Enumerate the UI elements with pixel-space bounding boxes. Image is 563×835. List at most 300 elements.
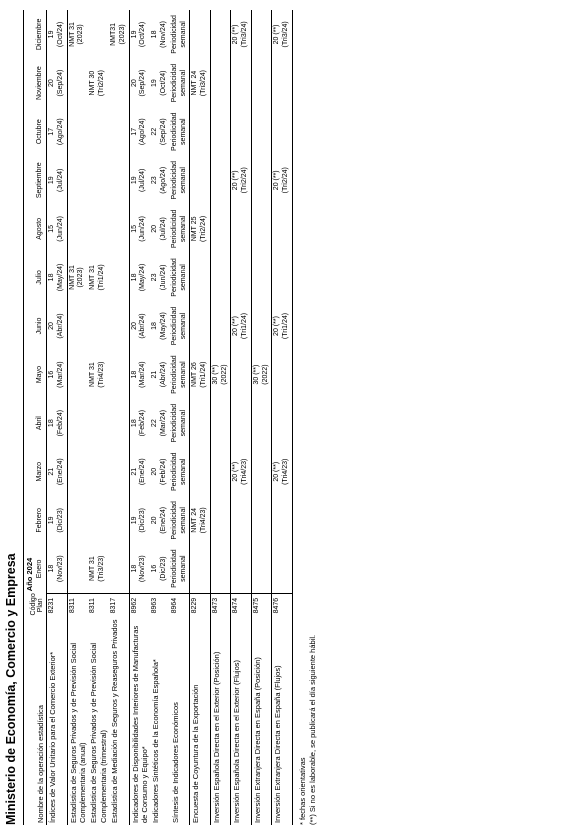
month-cell bbox=[170, 59, 190, 108]
month-cell bbox=[251, 447, 272, 496]
operation-name: Estadística de Seguros Privados y de Previsión Social Complementaria (anual) bbox=[67, 617, 88, 825]
cell-line: (Tri2/24) bbox=[200, 215, 208, 242]
month-cell bbox=[150, 399, 170, 448]
month-cell bbox=[88, 496, 109, 545]
month-cell bbox=[231, 447, 252, 496]
cell-line: 18 bbox=[48, 273, 56, 282]
cell-line: (Tri1/24) bbox=[282, 312, 290, 340]
table-row bbox=[150, 10, 170, 825]
month-cell bbox=[109, 107, 129, 156]
month-cell bbox=[109, 59, 129, 108]
month-cell bbox=[190, 302, 211, 351]
cell-line: (Dic/23) bbox=[56, 508, 64, 533]
month-cell bbox=[272, 59, 293, 108]
month-cell bbox=[170, 253, 190, 302]
cell-line: Periodicidad semanal bbox=[170, 258, 187, 297]
cell-line: (Tri4/23) bbox=[282, 458, 290, 485]
month-cell bbox=[210, 107, 231, 156]
month-cell bbox=[150, 302, 170, 351]
table-row bbox=[67, 10, 88, 825]
month-cell bbox=[190, 399, 211, 448]
operation-name: Inversión Española Directa en el Exterior (Flujos) bbox=[231, 617, 252, 825]
cell-line: (Dic/23) bbox=[139, 508, 147, 533]
month-cell bbox=[67, 302, 88, 351]
month-cell bbox=[251, 302, 272, 351]
name-column-header: Nombre de la operación estadística bbox=[24, 617, 47, 825]
month-cell bbox=[47, 447, 68, 496]
cell-line: 20 (**) bbox=[232, 461, 240, 482]
month-cell bbox=[129, 545, 150, 594]
month-cell bbox=[272, 350, 293, 399]
cell-line: (Tri3/24) bbox=[200, 70, 208, 97]
cell-line: (Tri3/23) bbox=[98, 555, 106, 582]
cell-line: (Feb/24) bbox=[160, 458, 168, 485]
footnote-holiday: (**) Si no es laborable, se publicará el día siguiente hábil. bbox=[308, 634, 317, 825]
month-cell bbox=[251, 205, 272, 254]
plan-code: 8229 bbox=[190, 593, 211, 617]
cell-line: (Dic/23) bbox=[160, 556, 168, 581]
month-cell bbox=[190, 350, 211, 399]
month-cell bbox=[190, 545, 211, 594]
month-cell bbox=[231, 107, 252, 156]
month-cell bbox=[109, 205, 129, 254]
month-cell bbox=[67, 156, 88, 205]
cell-line: 18 bbox=[151, 322, 159, 330]
cell-line: (Abr/24) bbox=[56, 313, 64, 339]
month-cell bbox=[170, 10, 190, 59]
month-cell bbox=[129, 107, 150, 156]
cell-line: (Nov/23) bbox=[56, 555, 64, 583]
month-cell bbox=[67, 205, 88, 254]
cell-line: (Tri1/24) bbox=[200, 361, 208, 388]
month-cell bbox=[210, 205, 231, 254]
cell-line: (Jul/24) bbox=[56, 168, 64, 192]
month-cell bbox=[251, 10, 272, 59]
month-cell bbox=[67, 399, 88, 448]
cell-line: (Feb/24) bbox=[139, 409, 147, 437]
month-cell bbox=[47, 205, 68, 254]
month-cell bbox=[170, 447, 190, 496]
cell-line: (Tri4/23) bbox=[241, 458, 249, 485]
plan-code: 8231 bbox=[47, 593, 68, 617]
month-cell bbox=[272, 10, 293, 59]
cell-line: (Mar/24) bbox=[160, 409, 168, 437]
month-cell bbox=[109, 545, 129, 594]
month-cell bbox=[47, 59, 68, 108]
plan-code: 8964 bbox=[170, 597, 178, 614]
cell-line: (Tri4/23) bbox=[200, 507, 208, 534]
month-cell bbox=[129, 350, 150, 399]
cell-line: 20 (**) bbox=[273, 316, 281, 336]
month-cell bbox=[190, 496, 211, 545]
operation-name: Inversión Extranjera Directa en España (Posición) bbox=[251, 617, 272, 825]
month-cell bbox=[109, 10, 129, 59]
cell-line: Periodicidad semanal bbox=[170, 501, 187, 540]
month-cell bbox=[231, 545, 252, 594]
cell-line: (2023) bbox=[77, 24, 85, 45]
month-cell bbox=[272, 253, 293, 302]
cell-line: (Tri1/24) bbox=[98, 264, 106, 291]
month-header: Febrero bbox=[35, 496, 46, 545]
table-row bbox=[272, 10, 293, 825]
month-cell bbox=[272, 496, 293, 545]
month-header: Septiembre bbox=[35, 156, 46, 205]
operation-name: Indicadores de Disponibilidades Interiores de Manufacturas de Consumo y Equipo* bbox=[129, 617, 150, 825]
month-cell bbox=[190, 10, 211, 59]
month-cell bbox=[170, 350, 190, 399]
month-cell bbox=[129, 302, 150, 351]
month-header: Noviembre bbox=[35, 59, 46, 108]
month-header: Marzo bbox=[35, 447, 46, 496]
table-row bbox=[88, 10, 109, 825]
cell-line: 19 bbox=[48, 516, 56, 525]
operation-name: Índices de Valor Unitario para el Comercio Exterior* bbox=[47, 617, 68, 825]
month-header: Junio bbox=[35, 302, 46, 351]
month-cell bbox=[67, 253, 88, 302]
cell-line: (Oct/24) bbox=[56, 21, 64, 48]
cell-line: (Tri1/24) bbox=[241, 312, 249, 340]
month-cell bbox=[67, 107, 88, 156]
cell-line: 30 (**) bbox=[252, 364, 260, 385]
cell-line: (May/24) bbox=[160, 312, 168, 340]
cell-line: Periodicidad semanal bbox=[170, 452, 187, 492]
cell-line: (Jun/24) bbox=[139, 216, 147, 242]
month-cell bbox=[150, 253, 170, 302]
cell-line: 22 bbox=[151, 419, 159, 428]
cell-line: 19 bbox=[48, 176, 56, 185]
month-cell bbox=[210, 350, 231, 399]
cell-line: 22 bbox=[151, 127, 159, 136]
month-cell bbox=[47, 253, 68, 302]
cell-line: NMT 31 bbox=[89, 556, 97, 582]
month-cell bbox=[47, 10, 68, 59]
month-cell bbox=[47, 545, 68, 594]
operation-name: Indicadores Sintéticos de la Economía Española* bbox=[151, 659, 161, 823]
cell-line: 20 bbox=[130, 79, 138, 88]
month-cell bbox=[251, 253, 272, 302]
year-header: Año 2024 bbox=[24, 10, 36, 593]
plan-code: 8311 bbox=[67, 593, 88, 617]
cell-line: (Jul/24) bbox=[160, 217, 168, 241]
month-cell bbox=[190, 253, 211, 302]
month-cell bbox=[129, 205, 150, 254]
plan-code: 8311 bbox=[89, 598, 97, 614]
month-cell bbox=[67, 59, 88, 108]
month-cell bbox=[251, 107, 272, 156]
cell-line: 20 (**) bbox=[273, 24, 281, 45]
cell-line: 18 bbox=[130, 370, 138, 379]
cell-line: 30 (**) bbox=[211, 364, 219, 385]
month-cell bbox=[129, 496, 150, 545]
cell-line: (Nov/24) bbox=[160, 21, 168, 48]
cell-line: (May/24) bbox=[56, 263, 64, 292]
month-cell bbox=[170, 156, 190, 205]
month-cell bbox=[150, 545, 170, 594]
operation-name: Encuesta de Coyuntura de la Exportación bbox=[190, 617, 211, 825]
month-cell bbox=[129, 253, 150, 302]
cell-line: 20 (**) bbox=[232, 170, 240, 191]
month-cell bbox=[272, 399, 293, 448]
month-cell bbox=[67, 350, 88, 399]
table-row bbox=[231, 10, 252, 825]
month-cell bbox=[231, 10, 252, 59]
cell-line: 18 bbox=[130, 273, 138, 282]
month-header: Diciembre bbox=[35, 10, 46, 59]
plan-code: 8317 bbox=[110, 597, 118, 614]
cell-line: 18 bbox=[151, 30, 159, 39]
month-cell bbox=[109, 350, 129, 399]
month-cell bbox=[170, 545, 190, 594]
cell-line: (Tri3/24) bbox=[282, 21, 290, 48]
month-cell bbox=[210, 447, 231, 496]
month-cell bbox=[251, 399, 272, 448]
cell-line: 20 (**) bbox=[273, 461, 281, 482]
month-cell bbox=[88, 399, 109, 448]
month-cell bbox=[210, 156, 231, 205]
cell-line: (Ago/24) bbox=[160, 166, 168, 194]
month-cell bbox=[88, 59, 109, 108]
month-cell bbox=[231, 496, 252, 545]
month-cell bbox=[170, 205, 190, 254]
plan-code: 8963 bbox=[151, 597, 159, 614]
cell-line: NMT 30 bbox=[89, 70, 97, 96]
month-cell bbox=[88, 350, 109, 399]
month-cell bbox=[231, 350, 252, 399]
cell-line: 20 (**) bbox=[232, 24, 240, 45]
cell-line: (Jul/24) bbox=[139, 168, 147, 192]
cell-line: 20 bbox=[151, 467, 159, 476]
month-cell bbox=[170, 399, 190, 448]
month-cell bbox=[210, 496, 231, 545]
cell-line: 23 bbox=[151, 176, 159, 185]
cell-line: Periodicidad semanal bbox=[170, 63, 187, 103]
cell-line: 20 bbox=[151, 224, 159, 233]
month-header: Agosto bbox=[35, 205, 46, 254]
month-cell bbox=[47, 156, 68, 205]
month-cell bbox=[129, 447, 150, 496]
month-cell bbox=[210, 253, 231, 302]
cell-line: 19 bbox=[151, 79, 159, 88]
cell-line: 21 bbox=[48, 467, 56, 476]
month-cell bbox=[88, 156, 109, 205]
month-cell bbox=[190, 447, 211, 496]
month-cell bbox=[272, 205, 293, 254]
cell-line: (Jun/24) bbox=[56, 216, 64, 242]
month-cell bbox=[210, 10, 231, 59]
footnote-dates: * fechas orientativas bbox=[298, 757, 307, 825]
cell-line: (Tri2/24) bbox=[98, 70, 106, 97]
month-cell bbox=[150, 350, 170, 399]
cell-line: (Mar/24) bbox=[56, 361, 64, 388]
month-cell bbox=[231, 399, 252, 448]
cell-line: NMT 24 bbox=[191, 507, 199, 533]
cell-line: 18 bbox=[48, 419, 56, 428]
cell-line: (Tri4/23) bbox=[98, 361, 106, 388]
month-cell bbox=[109, 399, 129, 448]
cell-line: 18 bbox=[130, 564, 138, 573]
cell-line: 18 bbox=[130, 419, 138, 428]
month-cell bbox=[109, 496, 129, 545]
cell-line: 20 bbox=[151, 516, 159, 525]
cell-line: (Ene/24) bbox=[160, 506, 168, 534]
cell-line: NMT 31 bbox=[89, 362, 97, 387]
cell-line: Periodicidad semanal bbox=[170, 549, 187, 588]
plan-code: 8475 bbox=[251, 593, 272, 617]
cell-line: (Sep/24) bbox=[139, 69, 147, 97]
cell-line: (Feb/24) bbox=[56, 409, 64, 437]
operation-name: Estadística de Mediación de Seguros y Reaseguros Privados bbox=[110, 619, 120, 823]
month-cell bbox=[190, 156, 211, 205]
cell-line: 19 bbox=[130, 30, 138, 39]
statistics-calendar-table bbox=[23, 10, 293, 825]
cell-line: (Oct/24) bbox=[139, 21, 147, 48]
month-cell bbox=[272, 447, 293, 496]
month-cell bbox=[210, 302, 231, 351]
month-cell bbox=[150, 205, 170, 254]
cell-line: Periodicidad semanal bbox=[170, 112, 187, 151]
cell-line: NMT 31 bbox=[89, 265, 97, 290]
month-cell bbox=[88, 545, 109, 594]
month-cell bbox=[210, 399, 231, 448]
cell-line: (Sep/24) bbox=[56, 69, 64, 97]
month-cell bbox=[170, 496, 190, 545]
cell-line: (Abr/24) bbox=[139, 313, 147, 339]
cell-line: Periodicidad semanal bbox=[170, 306, 187, 346]
cell-line: (Ene/24) bbox=[56, 458, 64, 486]
cell-line: 23 bbox=[151, 273, 159, 282]
month-cell bbox=[190, 107, 211, 156]
cell-line: Periodicidad semanal bbox=[170, 403, 187, 443]
cell-line: (Mar/24) bbox=[139, 361, 147, 388]
month-cell bbox=[150, 107, 170, 156]
cell-line: Periodicidad semanal bbox=[170, 15, 187, 54]
cell-line: 21 bbox=[130, 467, 138, 476]
cell-line: 20 bbox=[48, 322, 56, 330]
month-cell bbox=[88, 205, 109, 254]
month-cell bbox=[210, 545, 231, 594]
month-header: Octubre bbox=[35, 107, 46, 156]
month-cell bbox=[67, 10, 88, 59]
month-cell bbox=[231, 253, 252, 302]
cell-line: Periodicidad semanal bbox=[170, 355, 187, 394]
plan-code: 8473 bbox=[210, 593, 231, 617]
cell-line: 20 (**) bbox=[273, 170, 281, 191]
month-cell bbox=[150, 496, 170, 545]
operation-name: Estadística de Seguros Privados y de Previsión Social Complementaria (trimestral) bbox=[89, 642, 108, 823]
month-cell bbox=[88, 302, 109, 351]
cell-line: 16 bbox=[48, 370, 56, 379]
month-cell bbox=[251, 156, 272, 205]
month-cell bbox=[47, 399, 68, 448]
cell-line: 20 bbox=[48, 79, 56, 88]
month-cell bbox=[129, 59, 150, 108]
operation-name: Síntesis de Indicadores Económicos bbox=[170, 702, 180, 823]
month-cell bbox=[272, 302, 293, 351]
page-title: Ministerio de Economía, Comercio y Empresa bbox=[4, 553, 18, 825]
cell-line: (Abr/24) bbox=[160, 361, 168, 388]
cell-line: 17 bbox=[130, 127, 138, 136]
month-cell bbox=[129, 399, 150, 448]
table-row bbox=[47, 10, 68, 825]
plan-code: 8474 bbox=[231, 593, 252, 617]
code-column-header: Código Plan bbox=[24, 593, 47, 617]
cell-line: NMT 31 bbox=[68, 265, 76, 290]
month-cell bbox=[47, 107, 68, 156]
cell-line: (Oct/24) bbox=[160, 70, 168, 96]
cell-line: NMT 25 bbox=[191, 216, 199, 242]
cell-line: 15 bbox=[130, 224, 138, 233]
month-cell bbox=[231, 156, 252, 205]
month-cell bbox=[170, 302, 190, 351]
cell-line: (Ago/24) bbox=[139, 118, 147, 146]
month-cell bbox=[231, 205, 252, 254]
cell-line: 21 bbox=[151, 370, 159, 379]
table-row bbox=[109, 10, 129, 825]
cell-line: (May/24) bbox=[139, 263, 147, 292]
operation-name: Inversión Española Directa en el Exterior (Posición) bbox=[210, 617, 231, 825]
month-cell bbox=[251, 545, 272, 594]
month-cell bbox=[210, 59, 231, 108]
table-row bbox=[190, 10, 211, 825]
cell-line: (Nov/23) bbox=[139, 555, 147, 583]
month-cell bbox=[109, 253, 129, 302]
month-cell bbox=[150, 447, 170, 496]
month-cell bbox=[109, 156, 129, 205]
cell-line: (Jun/24) bbox=[160, 264, 168, 291]
month-header: Enero bbox=[35, 545, 46, 594]
month-cell bbox=[129, 156, 150, 205]
table-row bbox=[251, 10, 272, 825]
month-cell bbox=[231, 302, 252, 351]
month-cell bbox=[272, 107, 293, 156]
cell-line: Periodicidad semanal bbox=[170, 161, 187, 200]
cell-line: Periodicidad semanal bbox=[170, 209, 187, 249]
table-row bbox=[210, 10, 231, 825]
month-header: Mayo bbox=[35, 350, 46, 399]
cell-line: (2022) bbox=[261, 364, 269, 385]
month-cell bbox=[129, 10, 150, 59]
operation-name: Inversión Extranjera Directa en España (Flujos) bbox=[272, 617, 293, 825]
plan-code: 8476 bbox=[272, 593, 293, 617]
cell-line: 18 bbox=[48, 564, 56, 573]
cell-line: (Sep/24) bbox=[160, 118, 168, 146]
month-header: Abril bbox=[35, 399, 46, 448]
month-cell bbox=[67, 545, 88, 594]
cell-line: (Ago/24) bbox=[56, 118, 64, 146]
month-cell bbox=[88, 447, 109, 496]
cell-line: 19 bbox=[130, 516, 138, 525]
month-cell bbox=[47, 350, 68, 399]
cell-line: 17 bbox=[48, 127, 56, 136]
table-row bbox=[129, 10, 150, 825]
month-cell bbox=[109, 447, 129, 496]
month-cell bbox=[231, 59, 252, 108]
cell-line: NMT 31 bbox=[68, 22, 76, 47]
month-cell bbox=[67, 447, 88, 496]
cell-line: NMT 26 bbox=[191, 362, 199, 387]
cell-line: (2022) bbox=[220, 364, 228, 385]
month-cell bbox=[67, 496, 88, 545]
month-cell bbox=[272, 156, 293, 205]
cell-line: 20 bbox=[130, 322, 138, 330]
cell-line: 20 (**) bbox=[232, 316, 240, 336]
month-cell bbox=[47, 496, 68, 545]
cell-line: (Ene/24) bbox=[139, 458, 147, 486]
cell-line: (2023) bbox=[77, 267, 85, 288]
cell-line: 19 bbox=[48, 30, 56, 39]
plan-code: 8962 bbox=[129, 593, 150, 617]
month-cell bbox=[150, 156, 170, 205]
